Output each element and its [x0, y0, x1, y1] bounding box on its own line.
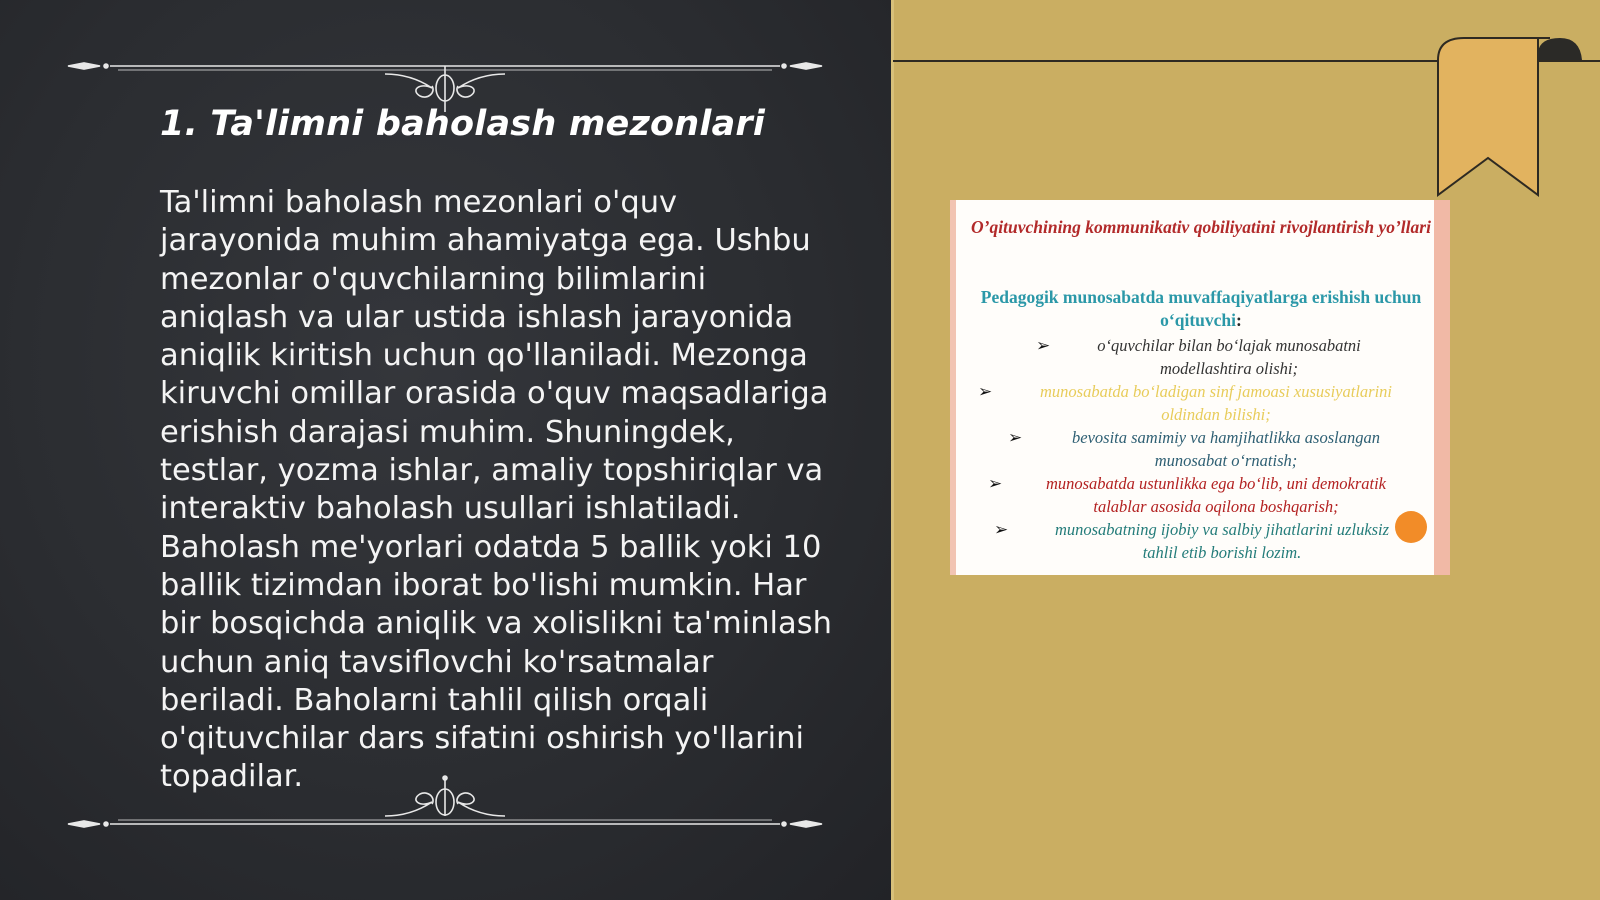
- list-item-line: munosabat o‘rnatish;: [1154, 451, 1298, 470]
- image-subtitle-text: Pedagogik munosabatda muvaffaqiyatlarga erishish uchun o‘qituvchi: [980, 287, 1422, 330]
- slide-title: 1. Ta'limni baholash mezonlari: [160, 104, 766, 144]
- arrow-bullet-icon: ➢: [1008, 428, 1023, 447]
- arrow-bullet-icon: ➢: [1036, 336, 1051, 355]
- list-item-line: modellashtira olishi;: [1160, 359, 1298, 378]
- list-item-line: munosabatda ustunlikka ega bo‘lib, uni demokratik: [1045, 474, 1387, 493]
- list-item: [1036, 334, 1394, 380]
- list-item-line: o‘quvchilar bilan bo‘lajak munosabatni: [1097, 336, 1361, 355]
- list-item-line: bevosita samimiy va hamjihatlikka asoslangan: [1072, 428, 1380, 447]
- list-item-line: talablar asosida oqilona boshqarish;: [1093, 497, 1339, 516]
- arrow-bullet-icon: ➢: [994, 520, 1009, 539]
- arrow-bullet-icon: ➢: [978, 382, 993, 401]
- list-item: [1008, 426, 1416, 472]
- list-item-line: munosabatning ijobiy va salbiy jihatlarini uzluksiz: [1054, 520, 1390, 539]
- panel-divider: [891, 0, 894, 900]
- embedded-image-card: [950, 200, 1450, 575]
- list-item-line: tahlil etib borishi lozim.: [1142, 543, 1302, 562]
- orange-dot-marker: [1395, 511, 1427, 543]
- arrow-bullet-icon: ➢: [988, 474, 1003, 493]
- list-item: [994, 518, 1422, 564]
- image-title: O’qituvchining kommunikativ qobiliyatini rivojlantirish yo’llari: [971, 217, 1431, 237]
- list-item: [978, 380, 1426, 426]
- list-item-line: oldindan bilishi;: [1161, 405, 1271, 424]
- list-item: [988, 472, 1416, 518]
- image-bullet-list: [956, 334, 1434, 564]
- bottom-ornament-divider: [60, 772, 830, 842]
- list-item-line: munosabatda bo‘ladigan sinf jamoasi xususiyatlarini: [1039, 382, 1392, 401]
- image-subtitle-colon: :: [1236, 310, 1242, 330]
- image-subtitle: [966, 286, 1436, 332]
- bookmark-ribbon-icon: [1430, 30, 1600, 200]
- slide-body-text: Ta'limni baholash mezonlari o'quv jarayonida muhim ahamiyatga ega. Ushbu mezonlar o'quvchilarning bilimlarini aniqlash va ular ustida ishlash jarayonida aniqlik kiritish uchun qo'llaniladi. Mezonga kiruvchi omillar orasida o'quv maqsadlariga erishish darajasi muhim. Shuningdek, testlar, yozma ishlar, amaliy topshiriqlar va interaktiv baholash usullari ishlatiladi. Baholash me'yorlari odatda 5 ballik yoki 10 ballik tizimdan iborat bo'lishi mumkin. Har bir bosqichda aniqlik va xolislikni ta'minlash uchun aniq tavsiflovchi ko'rsatmalar beriladi. Baholarni tahlil qilish orqali o'qituvchilar dars sifatini oshirish yo'llarini topadilar.: [160, 185, 832, 795]
